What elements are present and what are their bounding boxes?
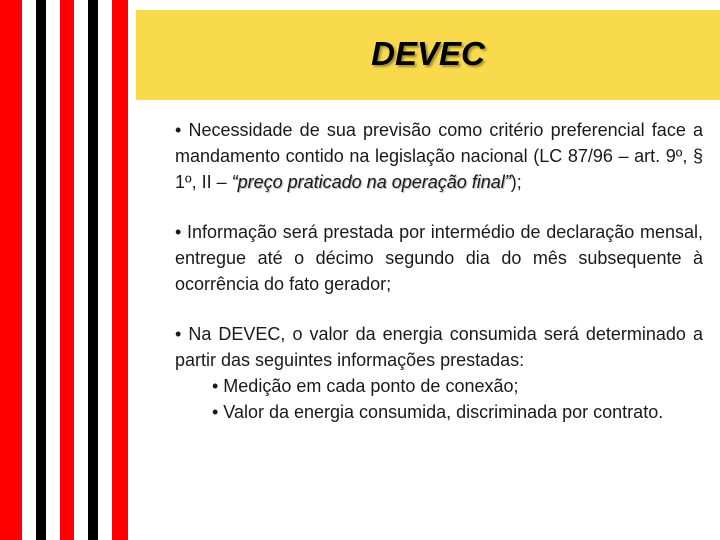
bullet-text: • Necessidade de sua previsão como critério preferencial face a mandamento contido na legislação nacional (LC 87/96 – art. 9º, § 1º, II – (175, 120, 703, 192)
bullet-item: • Informação será prestada por intermédio de declaração mensal, entregue até o décimo segundo dia do mês subsequente à ocorrência do fato gerador; (175, 222, 703, 294)
red-stripe (112, 0, 128, 540)
sub-bullet-item: • Valor da energia consumida, discriminada por contrato. (212, 402, 664, 422)
decorative-stripes (0, 0, 140, 540)
bullet-item: • Na DEVEC, o valor da energia consumida será determinado a partir das seguintes informações prestadas: (175, 324, 703, 370)
black-stripe (88, 0, 98, 540)
bullet-item (175, 117, 703, 195)
sub-bullet-item: • Medição em cada ponto de conexão; (212, 376, 519, 396)
slide-title: DEVEC (371, 35, 485, 72)
slide-content (175, 117, 703, 425)
bullet-text-end: ); (510, 172, 522, 192)
red-stripe (0, 0, 22, 540)
red-stripe (60, 0, 74, 540)
bullet-quote: “preço praticado na operação final” (231, 172, 511, 192)
black-stripe (36, 0, 46, 540)
